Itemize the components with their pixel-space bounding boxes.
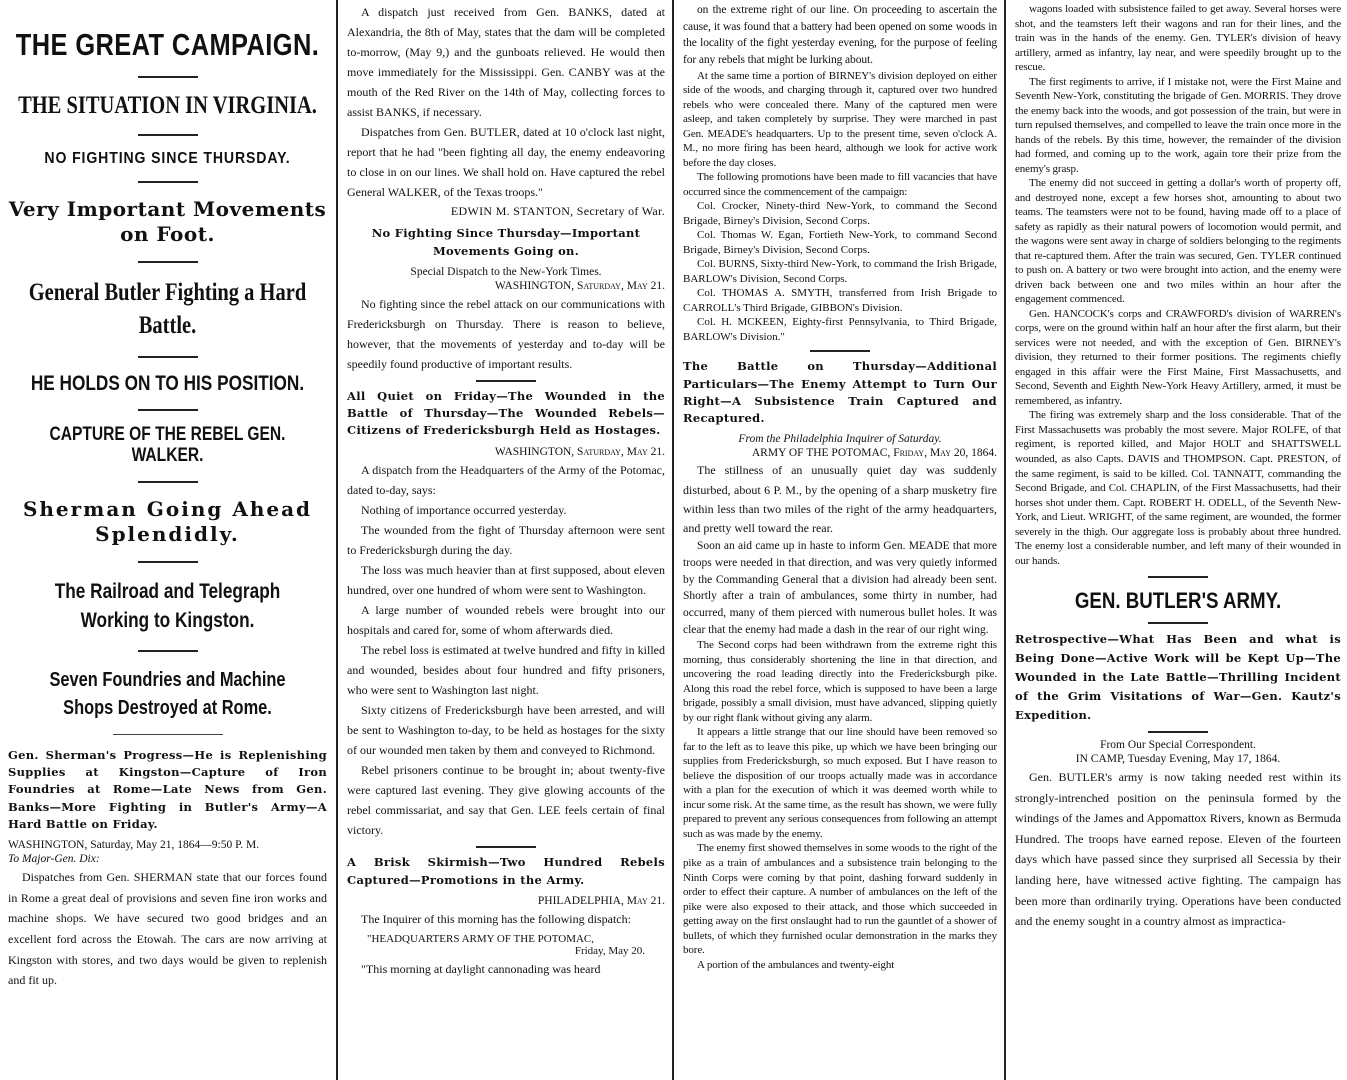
article-paragraph: The enemy did not succeed in getting a dollar's worth of property off, and destroyed none, except a few horses shot, amounting to about two teams. The teamsters were not to be found, having made off to a place of safety as rapidly as their natural powers of locomotion would permit, and the wagons were sent away in charge of soldiers belonging to the regiments that re-captured them. After the train was secured, Gen. TYLER continued to push on. A battery or two were brought into action, and the enemy were driven back between one and two miles within an hour after the engagement commenced. [1015, 177, 1341, 306]
quote-header: "HEADQUARTERS ARMY OF THE POTOMAC, [367, 932, 595, 945]
column-rule [672, 0, 674, 1080]
subhead-sherman-progress: Gen. Sherman's Progress—He is Replenishing Supplies at Kingston—Capture of Iron Foundries at Rome—Late News from Gen. Banks—More Fighting in Butler's Army—A Hard Battle on Friday. [8, 747, 327, 831]
promotion-item: Col. BURNS, Sixty-third New-York, to command the Irish Brigade, BARLOW's Division, Second Corps. [683, 258, 997, 285]
subhead-brisk-skirmish: A Brisk Skirmish—Two Hundred Rebels Captured—Promotions in the Army. [347, 855, 665, 887]
dateline: WASHINGTON, Saturday, May 21. [494, 279, 665, 292]
dateline: IN CAMP, Tuesday Evening, May 17, 1864. [1075, 752, 1281, 765]
headline-movements: Very Important Movements on Foot. [8, 197, 327, 247]
headline-butler-fighting: General Butler Fighting a Hard Battle. [28, 279, 307, 339]
article-paragraph: Gen. BUTLER's army is now taking needed rest within its strongly-intrenched position on the peninsula formed by the windings of the James and Appomattox Rivers, known as Bermuda Hundred. The troops have earned repose. Eleven of the fourteen days which have passed since they surprised all Secessia by their landing here, have witnessed active fighting. The campaign has been more than ordinarily trying. Operations have been conducted and the enemy sought in a country almost as impractica- [1015, 769, 1341, 929]
article-paragraph: At the same time a portion of BIRNEY's division deployed on either side of the woods, and charging through it, captured over two hundred rebels who were concealed there. Many of the captured men were asleep, and taken completely by surprise. They were marched in past Gen. MEADE's headquarters. Up to the present time, seven o'clock A. M., no more firing has been heard, although we look for active work before the day closes. [683, 69, 997, 169]
divider [810, 350, 870, 352]
promotion-item: Col. Thomas W. Egan, Fortieth New-York, to command Second Brigade, Birney's Division, Second Corps. [683, 229, 997, 256]
article-paragraph: The loss was much heavier than at first supposed, about eleven hundred, over one hundred of whom were sent to Washington. [347, 562, 665, 597]
divider [138, 356, 198, 358]
article-paragraph: A dispatch from the Headquarters of the Army of the Potomac, dated to-day, says: [347, 462, 665, 497]
dateline: WASHINGTON, Saturday, May 21, 1864—9:50 P. M. [8, 839, 260, 852]
article-paragraph: Dispatches from Gen. BUTLER, dated at 10 o'clock last night, report that he had "been fighting all day, the enemy endeavoring to close in on our lines. We shall hold on. Have captured the rebel General WALKER, of the Texas troops." [347, 125, 665, 200]
divider [476, 846, 536, 848]
divider [1148, 576, 1208, 578]
dateline: WASHINGTON, Saturday, May 21. [494, 445, 665, 458]
article-paragraph: The first regiments to arrive, if I mistake not, were the First Maine and Seventh New-York, constituting the brigade of Gen. MORRIS. They drove the enemy back into the woods, and got possession of the train, but were in turn repulsed themselves, and compelled to leave the train once more in the hands of the rebels. By this time, however, the remainder of the division had formed, and coming up to the work, again tore their prize from the enemy's grasp. [1015, 75, 1341, 175]
headline-butler-army: GEN. BUTLER'S ARMY. [1074, 588, 1282, 614]
article-paragraph: The rebel loss is estimated at twelve hundred and fifty in killed and wounded, besides about four hundred and fifty prisoners, who were sent to Washington last night. [347, 642, 665, 698]
article-paragraph: The firing was extremely sharp and the loss considerable. That of the First Massachusetts was probably the most severe. Major ROLFE, of that regiment, is reported killed, and Major HOLT and SHATTSWELL wounded, as also Capts. DAVIS and THOMPSON. Capt. PRESTON, of the same regiment, is said to be killed. Col. TANNATT, commanding the Second Brigade, and Col. CHAPLIN, of the First Massachusetts, had their horses shot under them. Capt. ROBERT H. ODELL, of the Seventh New-York, and Lieut. WRIGHT, of the same regiment, are wounded, the former severely in the thigh. Our aggregate loss is probably about three hundred. The enemy lost a considerable number, and left many of their wounded in our hands. [1015, 409, 1341, 567]
article-paragraph: on the extreme right of our line. On proceeding to ascertain the cause, it was found that a battery had been opened on some woods in the locality of the fight yesterday evening, for the purpose of feeling for any rebels that might be lurking about. [683, 4, 997, 67]
headline-railroad: The Railroad and Telegraph Working to Kingston. [54, 580, 281, 633]
article-paragraph: The wounded from the fight of Thursday afternoon were sent to Fredericksburgh during the day. [347, 522, 665, 557]
article-paragraph: No fighting since the rebel attack on our communications with Fredericksburgh on Thursday. There is reason to believe, however, that the movements of yesterday and to-day will be speedily found productive of important results. [347, 296, 665, 371]
article-paragraph: Soon an aid came up in haste to inform Gen. MEADE that more troops were needed in that direction, and was very quietly informed by the Commanding General that a division had already been sent. Shortly after a train of ambulances, some thirty in number, had occurred, many of them pierced with numerous bullet holes. It was clear that the enemy had made a dash in the rear of our right wing. [683, 540, 997, 636]
divider [1148, 731, 1208, 733]
article-paragraph: A dispatch just received from Gen. BANKS, dated at Alexandria, the 8th of May, states that the dam will be completed to-morrow, (May 9,) and the gunboats relieved. He would then move immediately for the Mississippi. Gen. CANBY was at the mouth of the Red River on the 14th of May, collecting forces to assist BANKS, if necessary. [347, 5, 665, 120]
article-paragraph: wagons loaded with subsistence failed to get away. Several horses were shot, and the teamsters left their wagons and ran for their lines, and the train was in the hands of the enemy. Gen. TYLER's division of heavy artillery, armed as infantry, lay near, and were speedily brought up to the rescue. [1015, 3, 1341, 74]
article-paragraph: The enemy first showed themselves in some woods to the right of the pike as a train of ambulances and a subsistence train belonging to the Ninth Corps were coming by that point, dashing forward suddenly in order to effect their capture. A number of ambulances on the left of the pike were also exposed to their attack, and those which succeeded in getting away on the first onslaught had to run the gauntlet of a shower of bullets, of which they furnished ocular demonstration in the marks they bore. [683, 842, 997, 957]
headline-great-campaign: THE GREAT CAMPAIGN. [15, 27, 320, 62]
divider [476, 380, 536, 382]
column-3 [675, 0, 1003, 1080]
column-rule [336, 0, 338, 1080]
column-4 [1007, 0, 1347, 1080]
column-1 [0, 0, 335, 1080]
divider [138, 261, 198, 263]
headline-sherman: Sherman Going Ahead Splendidly. [22, 497, 313, 547]
divider [138, 409, 198, 411]
subhead-retrospective: Retrospective—What Has Been and what is Being Done—Active Work will be Kept Up—The Wounded in the Late Battle—Thrilling Incident of the Grim Visitations of War—Gen. Kautz's Expedition. [1015, 632, 1341, 722]
headline-foundries: Seven Foundries and Machine Shops Destroyed at Rome. [49, 668, 286, 719]
article-paragraph: "This morning at daylight cannonading was heard [361, 961, 601, 976]
article-paragraph: It appears a little strange that our line should have been removed so far to the left as to leave this pike, up which we have been bringing our supplies from Fredericksburgh, so much exposed. But I have reason to believe the disposition of our troops actually made was in accordance with a plan for the execution of which it was deemed worth while to incur some risk. At the same time, as the result has shown, we were fully prepared to prevent any serious consequences from following an attempt such as was made by the enemy. [683, 726, 997, 840]
promotion-item: Col. THOMAS A. SMYTH, transferred from Irish Brigade to CARROLL's Third Brigade, GIBBON's Division. [683, 287, 997, 314]
headline-capture-walker: CAPTURE OF THE REBEL GEN. WALKER. [49, 424, 286, 467]
addressee: To Major-Gen. Dix: [8, 853, 100, 866]
article-paragraph: Dispatches from Gen. SHERMAN state that our forces found in Rome a great deal of provisions and seven fine iron works and machine shops. We have secured two good bridges and an excellent ford across the Etowah. The cars are now arriving at Kingston with stores, and two days would be given to replenish and fit up. [8, 870, 327, 988]
source-line: From Our Special Correspondent. [1100, 738, 1256, 751]
article-paragraph: A portion of the ambulances and twenty-eight [697, 958, 895, 971]
divider [113, 734, 223, 735]
divider [138, 481, 198, 483]
article-paragraph: The Inquirer of this morning has the following dispatch: [361, 911, 631, 926]
subhead-no-fighting: No Fighting Since Thursday—Important Movements Going on. [371, 226, 641, 258]
divider [138, 561, 198, 563]
divider [138, 76, 198, 78]
subhead-battle-thursday: The Battle on Thursday—Additional Particulars—The Enemy Attempt to Turn Our Right—A Subsistence Train Captured and Recaptured. [683, 359, 997, 426]
quote-header-date: Friday, May 20. [574, 944, 645, 957]
article-paragraph: The stillness of an unusually quiet day was suddenly disturbed, about 6 P. M., by the opening of a sharp musketry fire within less than two miles of the right of the army headquarters, and pretty well toward the rear. [683, 463, 997, 536]
divider [1148, 622, 1208, 624]
subhead-all-quiet: All Quiet on Friday—The Wounded in the Battle of Thursday—The Wounded Rebels—Citizens of Fredericksburgh Held as Hostages. [347, 388, 665, 438]
column-rule [1004, 0, 1006, 1080]
special-dispatch-line: Special Dispatch to the New-York Times. [410, 265, 602, 278]
article-paragraph: Rebel prisoners continue to be brought in; about twenty-five were captured last evening. They give glowing accounts of the rebel commissariat, and say that Gen. LEE feels certain of final victory. [347, 763, 665, 838]
headline-no-fighting: NO FIGHTING SINCE THURSDAY. [44, 149, 291, 167]
divider [138, 650, 198, 652]
article-paragraph: The following promotions have been made to fill vacancies that have occurred since the commencement of the campaign: [683, 171, 997, 198]
dateline: ARMY OF THE POTOMAC, Friday, May 20, 1864. [751, 447, 997, 460]
promotion-item: Col. Crocker, Ninety-third New-York, to command the Second Brigade, Birney's Division, Second Corps. [683, 200, 997, 227]
headline-situation-virginia: THE SITUATION IN VIRGINIA. [18, 92, 317, 120]
article-paragraph: Sixty citizens of Fredericksburgh have been arrested, and will be sent to Washington to-day, to be held as hostages for the sixty of our wounded men taken by them and conveyed to Richmond. [347, 703, 665, 758]
article-paragraph: Gen. HANCOCK's corps and CRAWFORD's division of WARREN's corps, were on the ground within half an hour after the first alarm, but their services were not needed, and with the exception of Gen. BIRNEY's division, they returned to their former positions. The regiments chiefly engaged in this affair were the First Maine, First Massachusetts, and Second, Seventh and Eighth New-York Heavy Artillery, armed, it must be remembered, as infantry. [1015, 307, 1341, 407]
column-2 [339, 0, 671, 1080]
source-line: From the Philadelphia Inquirer of Saturday. [738, 433, 942, 446]
article-paragraph: The Second corps had been withdrawn from the extreme right this morning, thus considerably shortening the line in that direction, and uncovering the road leading directly into the Fredericksburgh pike. Along this road the rebel force, which is supposed to have been a large brigade, possibly a small division, must have advanced, slipping quietly by our right flank without giving any alarm. [683, 639, 997, 724]
dateline: PHILADELPHIA, May 21. [537, 894, 665, 907]
article-paragraph: A large number of wounded rebels were brought into our hospitals and cared for, some of whom afterwards died. [347, 602, 665, 637]
divider [138, 134, 198, 136]
divider [138, 181, 198, 183]
promotion-item: Col. H. MCKEEN, Eighty-first Pennsylvania, to Third Brigade, BARLOW's Division." [683, 316, 997, 343]
signature: EDWIN M. STANTON, Secretary of War. [450, 204, 665, 219]
article-paragraph: Nothing of importance occurred yesterday. [361, 502, 567, 517]
headline-holds-position: HE HOLDS ON TO HIS POSITION. [30, 372, 305, 396]
